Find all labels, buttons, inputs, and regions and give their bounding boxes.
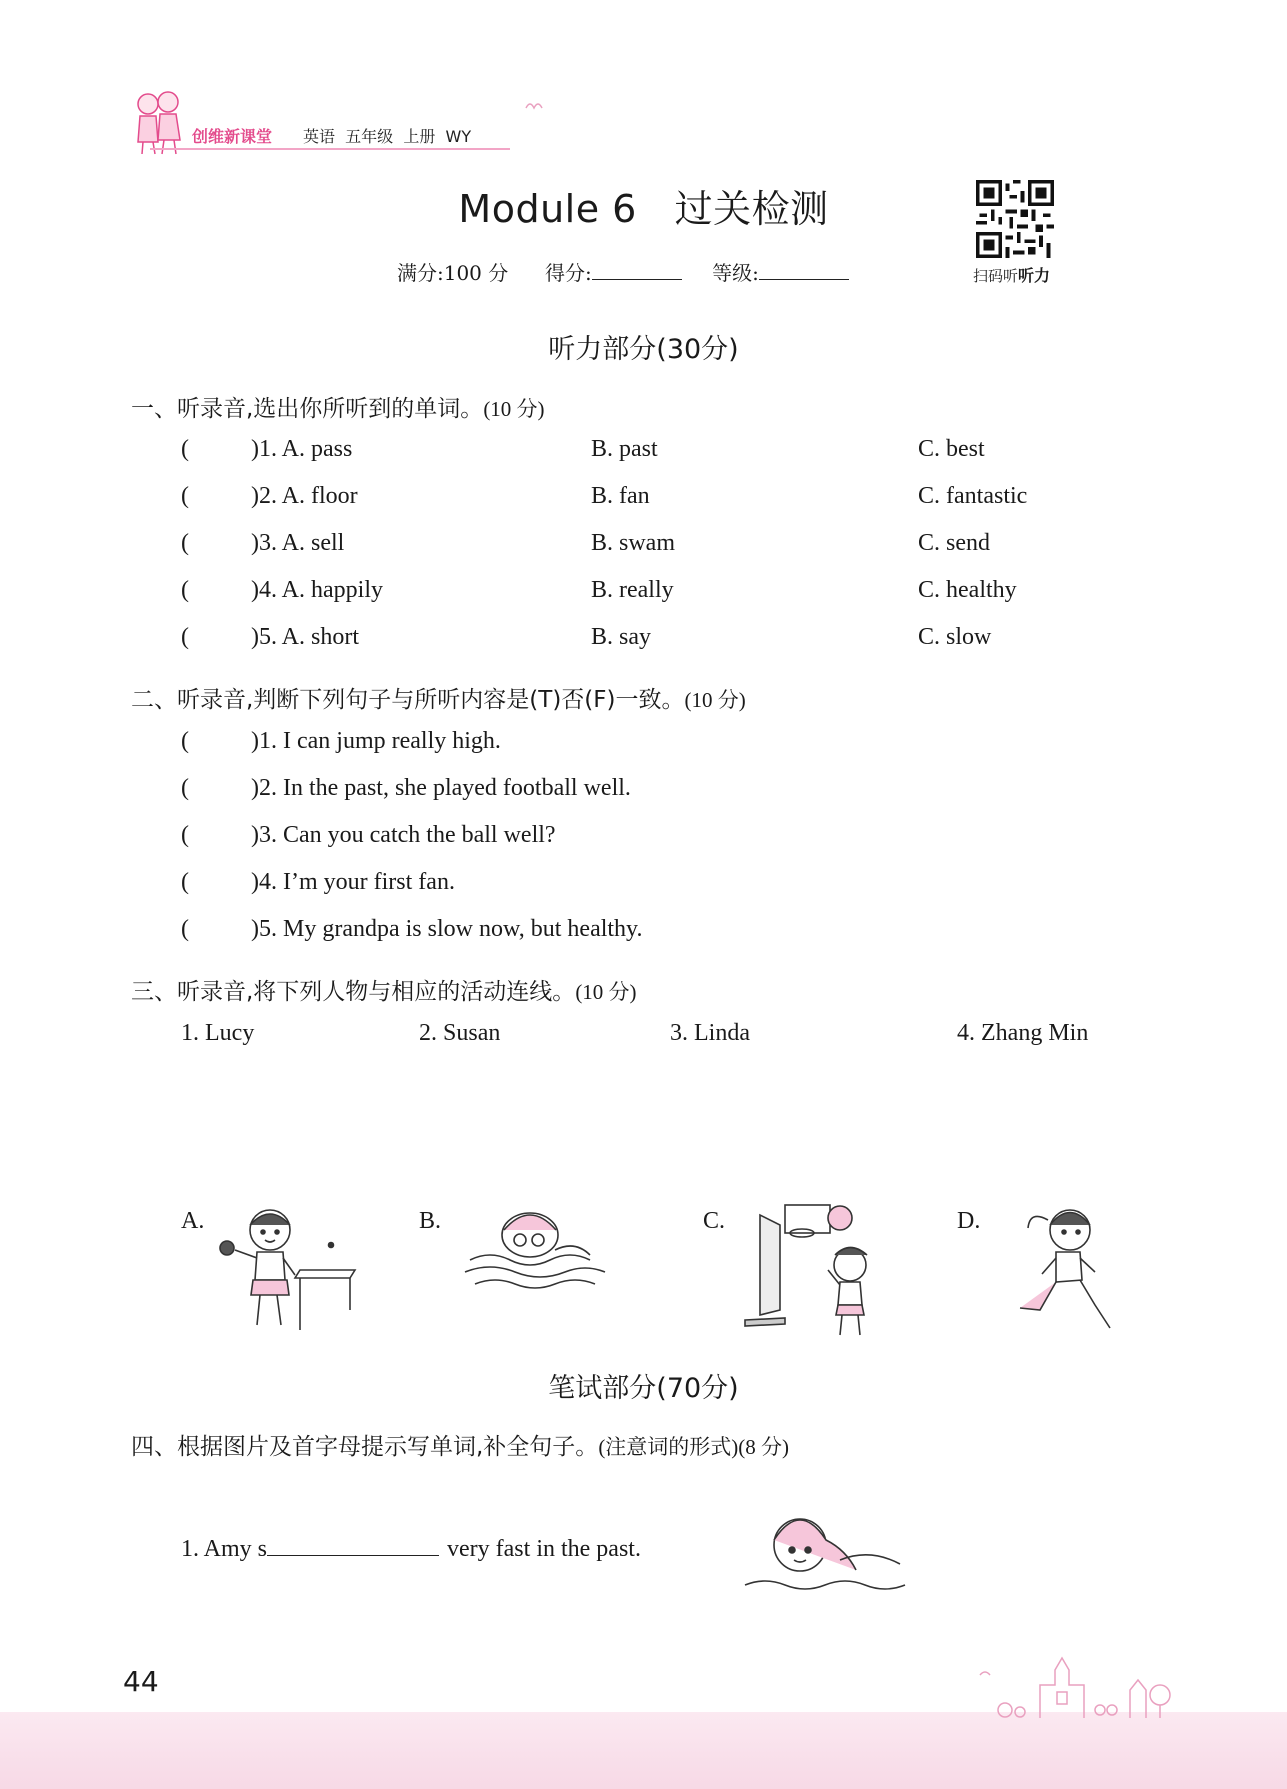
s4-q1-start: 1. Amy s	[181, 1536, 268, 1562]
answer-paren[interactable]: (	[181, 577, 189, 603]
person-linda[interactable]: 3. Linda	[670, 1020, 750, 1046]
grade-label: 等级:	[712, 261, 759, 285]
answer-paren[interactable]: (	[181, 728, 189, 754]
qr-label	[973, 263, 1050, 286]
person-susan[interactable]: 2. Susan	[419, 1020, 501, 1046]
s4-q1-end: very fast in the past.	[447, 1536, 641, 1562]
s1-q5-option-c: C. slow	[918, 624, 992, 650]
score-line	[397, 257, 873, 286]
s2-q2-sentence: )2. In the past, she played football well.	[251, 775, 631, 801]
s1-q2-option-b: B. fan	[591, 483, 650, 509]
option-c-label: C.	[703, 1208, 726, 1234]
answer-paren[interactable]: (	[181, 624, 189, 650]
answer-paren[interactable]: (	[181, 869, 189, 895]
answer-paren[interactable]: (	[181, 775, 189, 801]
header-brand: 创维新课堂	[192, 127, 273, 146]
header-divider	[150, 148, 510, 150]
section4-points: (注意词的形式)(8 分)	[598, 1435, 790, 1459]
qr-label-prefix: 扫码听	[973, 267, 1019, 285]
s1-q1-option-a: )1. A. pass	[251, 436, 353, 462]
s4-q1-sentence	[181, 1533, 641, 1563]
answer-paren[interactable]: (	[181, 483, 189, 509]
s1-q1-option-c: C. best	[918, 436, 985, 462]
qr-label-bold: 听力	[1018, 266, 1051, 285]
s1-q2-option-a: )2. A. floor	[251, 483, 358, 509]
s2-q5-sentence: )5. My grandpa is slow now, but healthy.	[251, 916, 643, 942]
running-girl-icon[interactable]	[1000, 1200, 1150, 1340]
person-lucy[interactable]: 1. Lucy	[181, 1020, 255, 1046]
grade-blank[interactable]	[759, 261, 849, 280]
section2-points: (10 分)	[684, 688, 746, 712]
section1-heading: 一、听录音,选出你所听到的单词。	[131, 396, 484, 422]
s1-q3-option-c: C. send	[918, 530, 990, 556]
answer-paren[interactable]: (	[181, 916, 189, 942]
option-d-label: D.	[957, 1208, 981, 1234]
flower-doodle-icon	[523, 98, 547, 116]
option-a-label: A.	[181, 1208, 205, 1234]
swimming-boy-icon[interactable]	[460, 1200, 610, 1340]
option-b-label: B.	[419, 1208, 442, 1234]
s2-q4-sentence: )4. I’m your first fan.	[251, 869, 455, 895]
section2-title	[131, 681, 746, 714]
listening-part-title: 听力部分(30分)	[548, 334, 739, 365]
section4-heading: 四、根据图片及首字母提示写单词,补全句子。	[131, 1434, 599, 1460]
section1-title	[131, 390, 545, 423]
qr-code-icon[interactable]	[976, 180, 1054, 258]
s4-q1-blank[interactable]	[267, 1533, 439, 1556]
s1-q1-option-b: B. past	[591, 436, 658, 462]
person-zhang-min[interactable]: 4. Zhang Min	[957, 1020, 1089, 1046]
swimming-girl-icon	[740, 1500, 915, 1600]
score-label: 得分:	[545, 261, 592, 285]
score-blank[interactable]	[592, 261, 682, 280]
section4-title	[131, 1428, 789, 1461]
answer-paren[interactable]: (	[181, 822, 189, 848]
section1-points: (10 分)	[483, 397, 545, 421]
s1-q4-option-b: B. really	[591, 577, 674, 603]
section2-heading: 二、听录音,判断下列句子与所听内容是(T)否(F)一致。	[131, 687, 685, 713]
full-score-label: 满分:100 分	[397, 261, 509, 285]
section3-points: (10 分)	[575, 980, 637, 1004]
table-tennis-girl-icon[interactable]	[215, 1200, 365, 1340]
answer-paren[interactable]: (	[181, 436, 189, 462]
s1-q5-option-b: B. say	[591, 624, 651, 650]
s1-q3-option-b: B. swam	[591, 530, 675, 556]
page-number: 44	[123, 1665, 159, 1698]
section3-heading: 三、听录音,将下列人物与相应的活动连线。	[131, 979, 576, 1005]
basketball-girl-icon[interactable]	[740, 1200, 890, 1340]
footer-band	[0, 1712, 1287, 1789]
s1-q4-option-c: C. healthy	[918, 577, 1017, 603]
s2-q1-sentence: )1. I can jump really high.	[251, 728, 501, 754]
s1-q2-option-c: C. fantastic	[918, 483, 1028, 509]
s1-q4-option-a: )4. A. happily	[251, 577, 383, 603]
s2-q3-sentence: )3. Can you catch the ball well?	[251, 822, 556, 848]
page-title: Module 6 过关检测	[458, 187, 829, 231]
castle-doodle-icon	[960, 1650, 1180, 1720]
writing-part-title: 笔试部分(70分)	[548, 1373, 739, 1404]
s1-q3-option-a: )3. A. sell	[251, 530, 345, 556]
section3-title	[131, 973, 637, 1006]
header-subject-info: 英语 五年级 上册 WY	[303, 127, 472, 146]
answer-paren[interactable]: (	[181, 530, 189, 556]
s1-q5-option-a: )5. A. short	[251, 624, 359, 650]
